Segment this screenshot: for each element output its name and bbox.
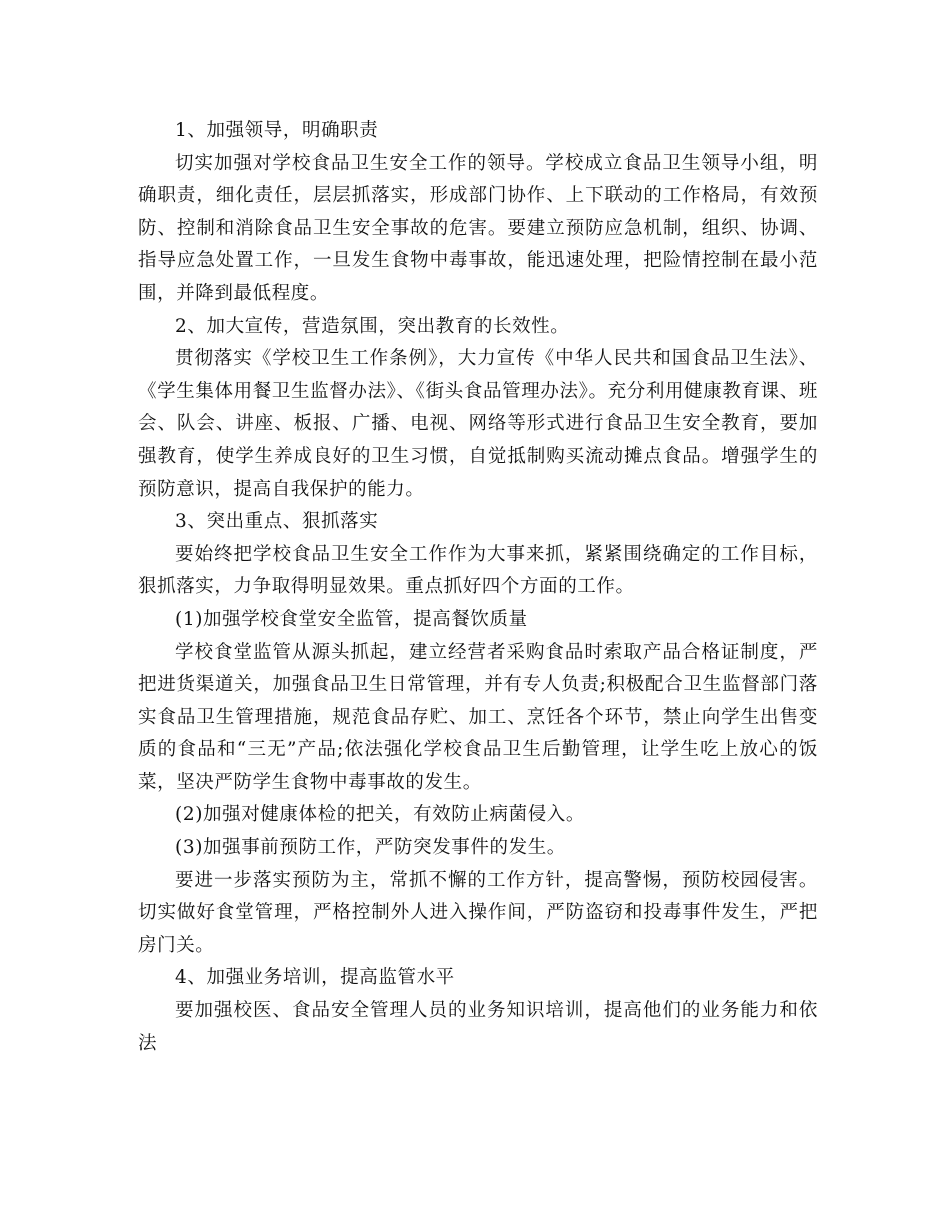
heading-leadership: 1、加强领导，明确职责 [175, 120, 379, 141]
subheading-canteen: (1)加强学校食堂安全监管，提高餐饮质量 [175, 608, 528, 630]
paragraph-leadership: 切实加强对学校食品卫生安全工作的领导。学校成立食品卫生领导小组，明确职责，细化责任，层层抓落实，形成部门协作、上下联动的工作格局，有效预防、控制和消除食品卫生安全事故的危害。要建立预防应急机制，组织、协调、指导应急处置工作，一旦发生食物中毒事故，能迅速处理，把险情控制在最小范围，并降到最低程度。 [138, 152, 818, 304]
paragraph-publicity: 贯彻落实《学校卫生工作条例》，大力宣传《中华人民共和国食品卫生法》、《学生集体用餐卫生监督办法》、《街头食品管理办法》。充分利用健康教育课、班会、队会、讲座、板报、广播、电视、网络等形式进行食品卫生安全教育，要加强教育，使学生养成良好的卫生习惯，自觉抵制购买流动摊点食品。增强学生的预防意识，提高自我保护的能力。 [138, 348, 818, 500]
document-body [138, 115, 818, 1060]
heading-publicity: 2、加大宣传，营造氛围，突出教育的长效性。 [175, 315, 570, 337]
subheading-prevention: (3)加强事前预防工作，严防突发事件的发生。 [175, 837, 566, 859]
heading-key-points: 3、突出重点、狠抓落实 [175, 511, 379, 533]
paragraph-training: 要加强校医、食品安全管理人员的业务知识培训，提高他们的业务能力和依法 [138, 1000, 818, 1054]
paragraph-key-points: 要始终把学校食品卫生安全工作作为大事来抓，紧紧围绕确定的工作目标，狠抓落实，力争取得明显效果。重点抓好四个方面的工作。 [138, 543, 818, 598]
paragraph-canteen: 学校食堂监管从源头抓起，建立经营者采购食品时索取产品合格证制度，严把进货渠道关，加强食品卫生日常管理，并有专人负责;积极配合卫生监督部门落实食品卫生管理措施，规范食品存贮、加工、烹饪各个环节，禁止向学生出售变质的食品和“三无”产品;依法强化学校食品卫生后勤管理，让学生吃上放心的饭菜，坚决严防学生食物中毒事故的发生。 [138, 641, 818, 793]
heading-training: 4、加强业务培训，提高监管水平 [175, 967, 455, 989]
subheading-health-check: (2)加强对健康体检的把关，有效防止病菌侵入。 [175, 804, 586, 826]
paragraph-prevention: 要进一步落实预防为主，常抓不懈的工作方针，提高警惕，预防校园侵害。切实做好食堂管理，严格控制外人进入操作间，严防盗窃和投毒事件发生，严把房门关。 [138, 869, 818, 956]
